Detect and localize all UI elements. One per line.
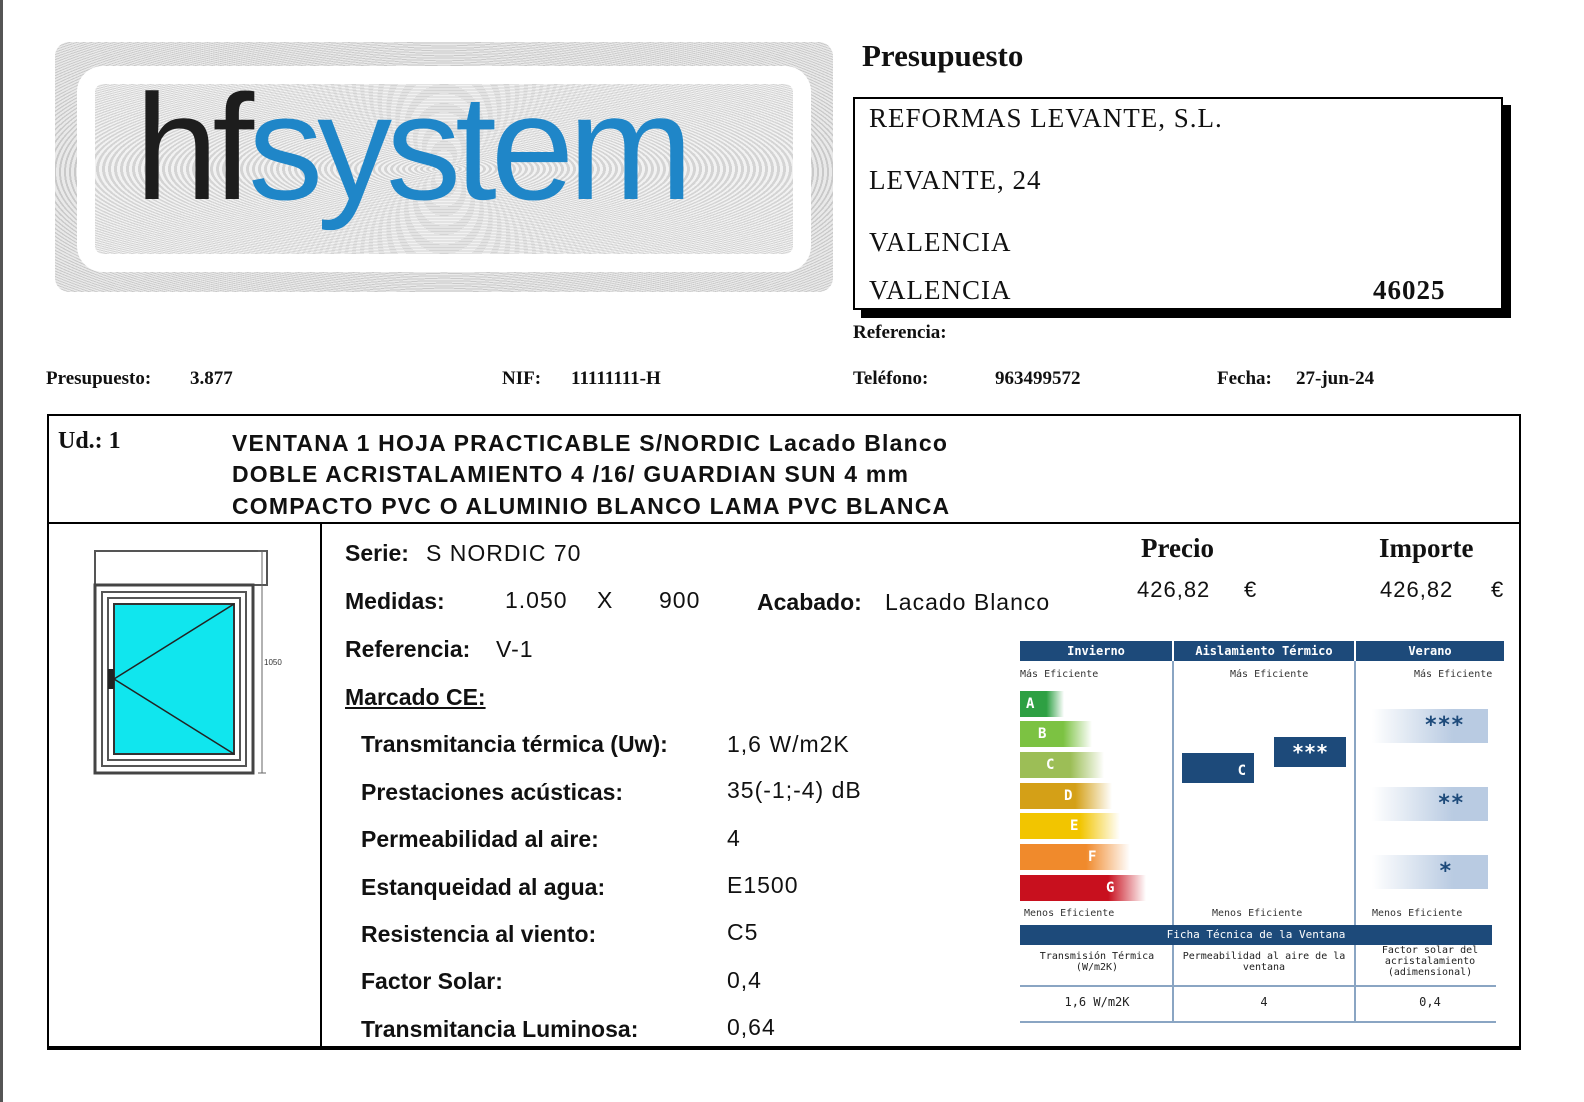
- date-value: 27-jun-24: [1296, 368, 1375, 389]
- energy-class-band: D: [1020, 783, 1112, 809]
- tech-header-air: Permeabilidad al aire de la ventana: [1182, 951, 1346, 973]
- drawing-divider: [320, 523, 322, 1050]
- amount-currency: €: [1491, 577, 1505, 602]
- spec-value: 1,6 W/m2K: [727, 731, 850, 757]
- summer-level: *: [1372, 855, 1488, 889]
- serie-label: Serie:: [345, 540, 409, 566]
- client-street: LEVANTE, 24: [869, 165, 1042, 195]
- spec-label: Transmitancia térmica (Uw):: [361, 731, 668, 757]
- item-description-line-3: COMPACTO PVC O ALUMINIO BLANCO LAMA PVC BLANCA: [232, 493, 951, 519]
- page-left-border: [0, 0, 3, 1102]
- tech-header-solar: Factor solar del acristalamiento (adimensional): [1381, 945, 1479, 978]
- energy-class-band: C: [1020, 752, 1104, 778]
- tech-bottom-rule: [1020, 1021, 1496, 1023]
- spec-label: Estanqueidad al agua:: [361, 874, 606, 900]
- less-efficient-label: Menos Eficiente: [1372, 908, 1463, 919]
- medidas-label: Medidas:: [345, 588, 445, 614]
- window-drawing: [88, 545, 284, 777]
- tech-header-thermal: Transmisión Térmica (W/m2K): [1039, 951, 1155, 973]
- item-reference-label: Referencia:: [345, 636, 471, 662]
- quote-number-value: 3.877: [190, 368, 233, 389]
- item-bottom-rule: [47, 1046, 1521, 1050]
- more-efficient-label: Más Eficiente: [1414, 669, 1493, 680]
- energy-column-divider: [1354, 661, 1356, 1021]
- spec-label: Factor Solar:: [361, 968, 503, 994]
- summer-level: **: [1372, 787, 1488, 821]
- tech-value-solar: 0,4: [1419, 995, 1441, 1009]
- item-reference-value: V-1: [496, 636, 534, 662]
- energy-header-winter: Invierno: [1020, 641, 1172, 661]
- ce-marking-heading: Marcado CE:: [345, 684, 486, 710]
- client-zip: 46025: [1373, 275, 1446, 305]
- logo-text-system: system: [248, 63, 688, 231]
- more-efficient-label: Más Eficiente: [1230, 669, 1309, 680]
- energy-class-band: B: [1020, 721, 1092, 747]
- date-label: Fecha:: [1217, 368, 1272, 389]
- energy-class-band: A: [1020, 691, 1064, 717]
- client-name: REFORMAS LEVANTE, S.L.: [869, 103, 1223, 133]
- spec-value: 35(-1;-4) dB: [727, 777, 862, 803]
- acabado-label: Acabado:: [757, 589, 862, 615]
- less-efficient-label: Menos Eficiente: [1212, 908, 1303, 919]
- tech-value-air: 4: [1260, 995, 1268, 1009]
- company-logo: [55, 42, 833, 292]
- spec-label: Permeabilidad al aire:: [361, 826, 599, 852]
- price-value: 426,82: [1137, 577, 1211, 602]
- acabado-value: Lacado Blanco: [885, 589, 1051, 615]
- window-dimension-label: 1050: [264, 658, 282, 667]
- reference-label: Referencia:: [853, 322, 947, 343]
- price-heading: Precio: [1141, 533, 1214, 563]
- more-efficient-label: Más Eficiente: [1020, 669, 1099, 680]
- summer-level: ***: [1372, 709, 1488, 743]
- document-title: Presupuesto: [862, 38, 1024, 73]
- item-description-line-2: DOBLE ACRISTALAMIENTO 4 /16/ GUARDIAN SUN 4 mm: [232, 461, 910, 487]
- amount-value: 426,82: [1380, 577, 1454, 602]
- serie-value: S NORDIC 70: [426, 540, 582, 566]
- client-province: VALENCIA: [869, 275, 1012, 305]
- insulation-rating-marker: ***: [1274, 737, 1346, 767]
- amount-heading: Importe: [1379, 533, 1474, 563]
- client-city: VALENCIA: [869, 227, 1012, 257]
- spec-value: 0,4: [727, 967, 762, 993]
- nif-label: NIF:: [502, 368, 542, 389]
- spec-value: C5: [727, 919, 759, 945]
- energy-class-band: F: [1020, 844, 1130, 870]
- spec-value: E1500: [727, 872, 799, 898]
- logo-wordmark: [135, 62, 687, 232]
- item-description-line-1: VENTANA 1 HOJA PRACTICABLE S/NORDIC Lacado Blanco: [232, 430, 949, 456]
- energy-efficiency-label: [1020, 641, 1504, 1026]
- spec-label: Prestaciones acústicas:: [361, 779, 624, 805]
- energy-column-divider: [1172, 661, 1174, 1021]
- logo-text-hf: hf: [135, 63, 249, 231]
- energy-header-summer: Verano: [1356, 641, 1504, 661]
- nif-value: 11111111-H: [571, 368, 661, 389]
- spec-value: 0,64: [727, 1014, 776, 1040]
- tech-sheet-title: Ficha Técnica de la Ventana: [1020, 925, 1492, 945]
- tech-divider: [1020, 985, 1496, 987]
- spec-value: 4: [727, 825, 741, 851]
- quote-number-label: Presupuesto:: [46, 368, 152, 389]
- price-currency: €: [1244, 577, 1258, 602]
- energy-class-band: E: [1020, 813, 1120, 839]
- spec-label: Resistencia al viento:: [361, 921, 597, 947]
- spec-label: Transmitancia Luminosa:: [361, 1016, 639, 1042]
- energy-class-band: G: [1020, 875, 1146, 901]
- phone-label: Teléfono:: [853, 368, 929, 389]
- medidas-width: 1.050: [505, 587, 568, 613]
- tech-value-thermal: 1,6 W/m2K: [1064, 995, 1130, 1009]
- item-divider: [47, 522, 1521, 524]
- winter-class-marker: C: [1182, 753, 1254, 783]
- item-units: Ud.: 1: [58, 428, 121, 454]
- medidas-height: 900: [659, 587, 701, 613]
- phone-value: 963499572: [995, 368, 1081, 389]
- less-efficient-label: Menos Eficiente: [1024, 908, 1115, 919]
- energy-header-insulation: Aislamiento Térmico: [1174, 641, 1354, 661]
- client-address-box: [853, 97, 1503, 310]
- medidas-separator: X: [597, 587, 614, 613]
